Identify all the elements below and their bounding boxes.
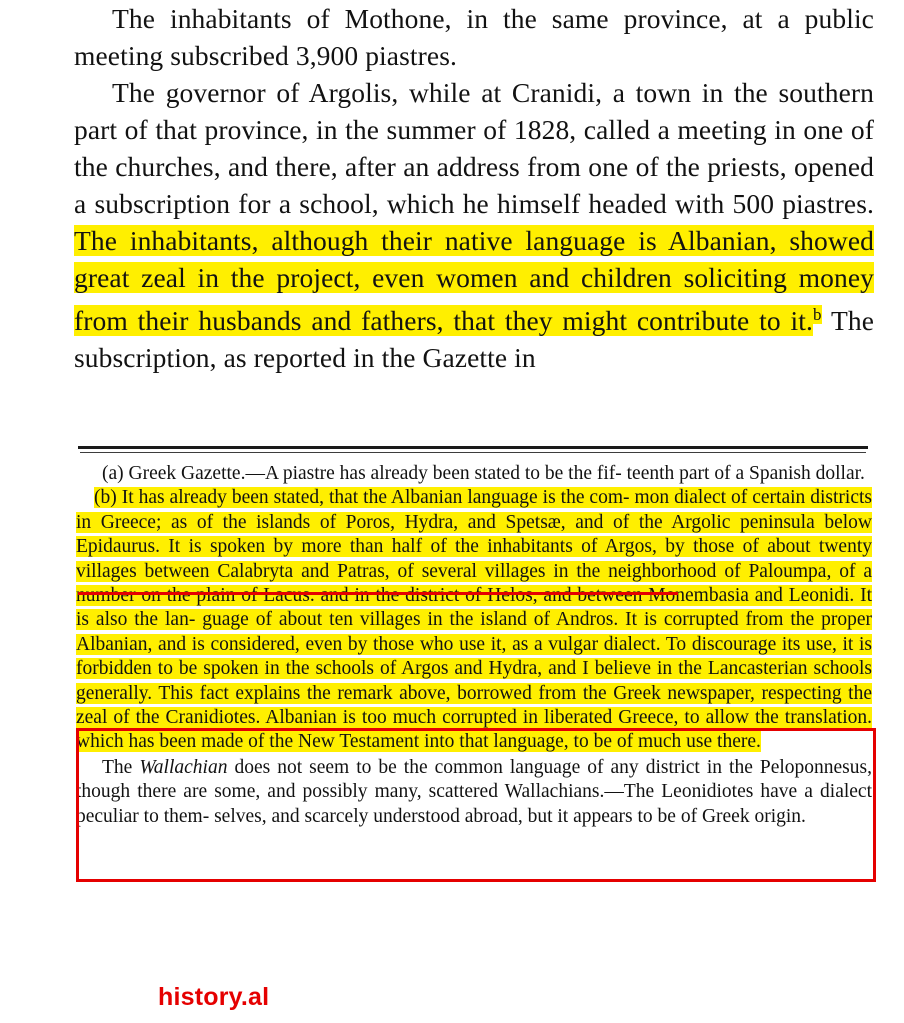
red-underline-argos-sentence (78, 592, 678, 595)
footnote-marker-b: b (813, 305, 822, 324)
footnote-b (76, 486, 872, 754)
paragraph-text: The inhabitants of Mothone, in the same province, at a public meeting subscribed 3,900 piastres. (74, 3, 874, 71)
footnote-divider-rule (78, 446, 868, 449)
main-body-text (74, 0, 874, 376)
paragraph-mothone (74, 0, 874, 74)
watermark-history-al: history.al (158, 983, 270, 1011)
paragraph-text-plain: The governor of Argolis, while at Cranidi, a town in the southern part of that province, in the summer of 1828, called a meeting in one of the churches, and there, after an address from one of the priests, opened a subscription for a school, which he himself headed with 500 piastres. (74, 77, 874, 219)
highlighted-passage-inhabitants: The inhabitants, although their native language is Albanian, showed great zeal in the project, even women and children soliciting money from their husbands and fathers, that they might contribute to it. (74, 225, 874, 337)
footnote-c-italic-term: Wallachian (139, 756, 228, 778)
footnote-c-text-2: does not seem to be the common language of any district in the Peloponnesus, though there are some, and possibly many, scattered Wallachians.—The Leonidiotes have a dialect peculiar to them- selves, and scarcely understood abroad, but it appears to be of Greek origin. (76, 756, 872, 827)
footnote-a (76, 462, 872, 486)
footnotes-block (76, 462, 872, 829)
footnote-wallachian (76, 756, 872, 829)
footnote-b-text: (b) It has already been stated, that the Albanian language is the com- mon dialect of certain districts in Greece; as of the islands of Poros, Hydra, and Spetsæ, and of the Argolic peninsula below Epidaurus. It is spoken by more than half of the inhabitants of Argos, by those of about twenty villages between Calabryta and Patras, of several villages in the neighborhood of Paloumpa, of a number on the plain of Lacus. and in the district of Helos, and between Monembasia and Leonidi. It is also the lan- guage of about ten villages in the island of Andros. It is corrupted from the proper Albanian, and is considered, even by those who use it, as a vulgar dialect. To discourage its use, it is forbidden to be spoken in the schools of Argos and Hydra, and I believe in the Lancasterian schools generally. This fact explains the remark above, borrowed from the Greek newspaper, respecting the zeal of the Cranidiotes. Albanian is too much corrupted in liberated Greece, to allow the translation. which has been made of the New Testament into that language, to be of much use there. (76, 487, 872, 753)
footnote-c-text-1: The (102, 756, 140, 778)
paragraph-text-tail: The subscription, as reported in the Gazette in (74, 305, 874, 374)
footnote-a-text: (a) Greek Gazette.—A piastre has already been stated to be the fif- teenth part of a Spanish dollar. (102, 463, 865, 484)
paragraph-argolis (74, 74, 874, 376)
